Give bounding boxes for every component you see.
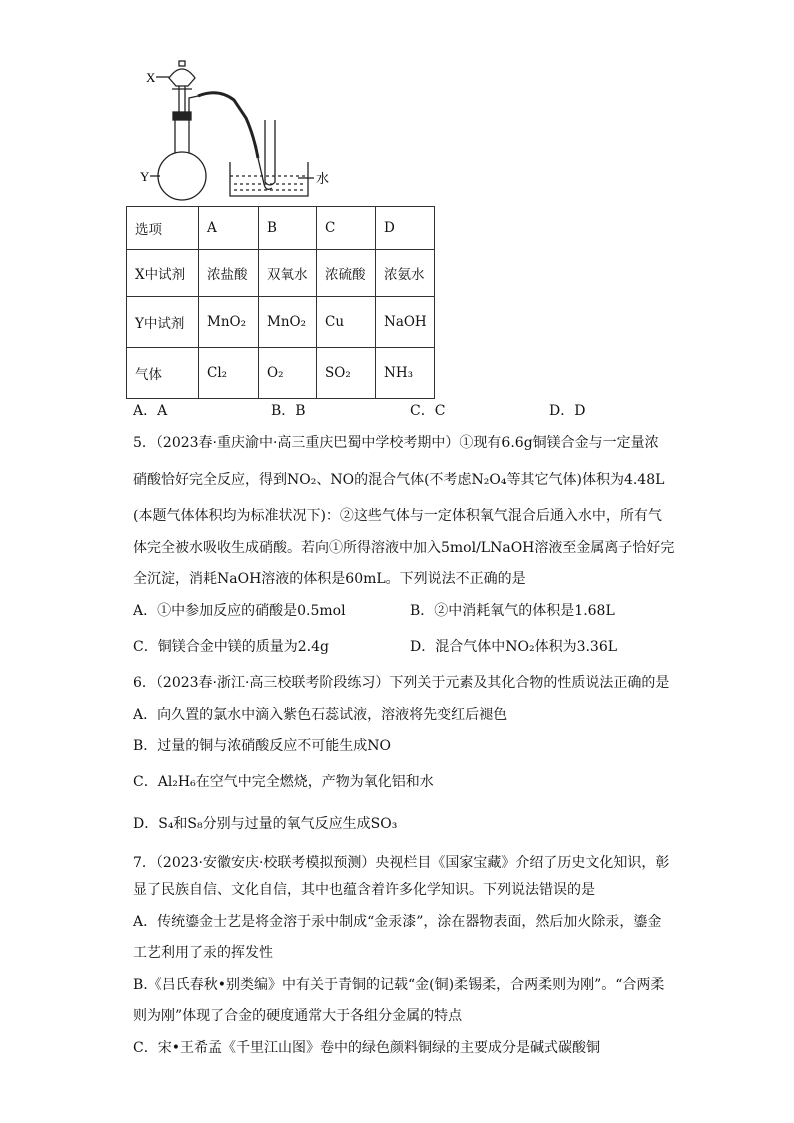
q5-stem-line: 体完全被水吸收生成硝酸。若向①所得溶液中加入5mol/LNaOH溶液至金属离子恰好完 xyxy=(133,540,675,556)
table-cell: 选项 xyxy=(127,207,199,250)
q7-option-b-line: 则为刚”体现了合金的硬度通常大于各组分金属的特点 xyxy=(133,1008,463,1024)
q4-option-c: C．C xyxy=(410,403,446,419)
table-cell: D xyxy=(376,207,435,250)
q4-option-a: A．A xyxy=(133,403,168,419)
table-cell: B xyxy=(259,207,317,250)
label-x: X xyxy=(146,70,156,85)
table-row xyxy=(127,297,435,348)
q7-stem-line: 显了民族自信、文化自信，其中也蕴含着许多化学知识。下列说法错误的是 xyxy=(133,882,595,898)
table-cell: SO₂ xyxy=(317,348,376,399)
table-cell: Cl₂ xyxy=(199,348,259,399)
table-cell: C xyxy=(317,207,376,250)
q5-option-c: C．铜镁合金中镁的质量为2.4g xyxy=(133,639,329,655)
q5-stem-line: 5．（2023春·重庆渝中·高三重庆巴蜀中学校考期中）①现有6.6g铜镁合金与一定量浓 xyxy=(133,435,659,451)
q6-option-a: A．向久置的氯水中滴入紫色石蕊试液，溶液将先变红后褪色 xyxy=(133,707,508,723)
q7-option-b-line: B.《吕氏春秋•别类编》中有关于青铜的记载“金(铜)柔锡柔，合两柔则为刚”。“合两柔 xyxy=(133,977,665,993)
table-cell: X中试剂 xyxy=(127,250,199,297)
reagent-table xyxy=(126,206,435,399)
q7-option-a-line: 工艺利用了汞的挥发性 xyxy=(133,945,273,961)
q6-option-d: D．S₄和S₈分别与过量的氧气反应生成SO₃ xyxy=(133,816,398,832)
q6-option-b: B．过量的铜与浓硝酸反应不可能生成NO xyxy=(133,738,392,754)
label-y: Y xyxy=(140,169,150,184)
table-cell: MnO₂ xyxy=(259,297,317,348)
q6-option-c: C．Al₂H₆在空气中完全燃烧，产物为氧化铝和水 xyxy=(133,774,434,790)
q7-option-a-line: A．传统鎏金士艺是将金溶于汞中制成“金汞漆”，涂在器物表面，然后加火除汞，鎏金 xyxy=(133,914,662,930)
q5-option-a: A．①中参加反应的硝酸是0.5mol xyxy=(133,603,346,619)
apparatus-diagram xyxy=(138,58,343,206)
table-cell: NaOH xyxy=(376,297,435,348)
table-row xyxy=(127,207,435,250)
table-cell: Cu xyxy=(317,297,376,348)
table-cell: 浓硫酸 xyxy=(317,250,376,297)
table-cell: 浓盐酸 xyxy=(199,250,259,297)
label-water: 水 xyxy=(316,171,330,186)
table-cell: 浓氨水 xyxy=(376,250,435,297)
q5-option-d: D．混合气体中NO₂体积为3.36L xyxy=(410,639,618,655)
q6-stem: 6．（2023春·浙江·高三校联考阶段练习）下列关于元素及其化合物的性质说法正确的是 xyxy=(133,675,670,691)
q5-option-b: B．②中消耗氧气的体积是1.68L xyxy=(410,603,615,619)
table-cell: MnO₂ xyxy=(199,297,259,348)
table-cell: 气体 xyxy=(127,348,199,399)
table-cell: NH₃ xyxy=(376,348,435,399)
table-row xyxy=(127,250,435,297)
table-row xyxy=(127,348,435,399)
table-cell: 双氧水 xyxy=(259,250,317,297)
table-cell: Y中试剂 xyxy=(127,297,199,348)
q4-option-d: D．D xyxy=(549,403,586,419)
q7-option-c-line: C．宋•王希孟《千里江山图》卷中的绿色颜料铜绿的主要成分是碱式碳酸铜 xyxy=(133,1040,600,1056)
q5-stem-line: 硝酸恰好完全反应，得到NO₂、NO的混合气体(不考虑N₂O₄等其它气体)体积为4.48L xyxy=(133,472,665,488)
q5-stem-line: 全沉淀，消耗NaOH溶液的体积是60mL。下列说法不正确的是 xyxy=(133,571,526,587)
table-cell: O₂ xyxy=(259,348,317,399)
q7-stem-line: 7．（2023·安徽安庆·校联考模拟预测）央视栏目《国家宝藏》介绍了历史文化知识，彰 xyxy=(133,855,670,871)
table-cell: A xyxy=(199,207,259,250)
q4-option-b: B．B xyxy=(271,403,306,419)
q5-stem-line: (本题气体体积均为标准状况下)：②这些气体与一定体积氧气混合后通入水中，所有气 xyxy=(133,508,662,524)
